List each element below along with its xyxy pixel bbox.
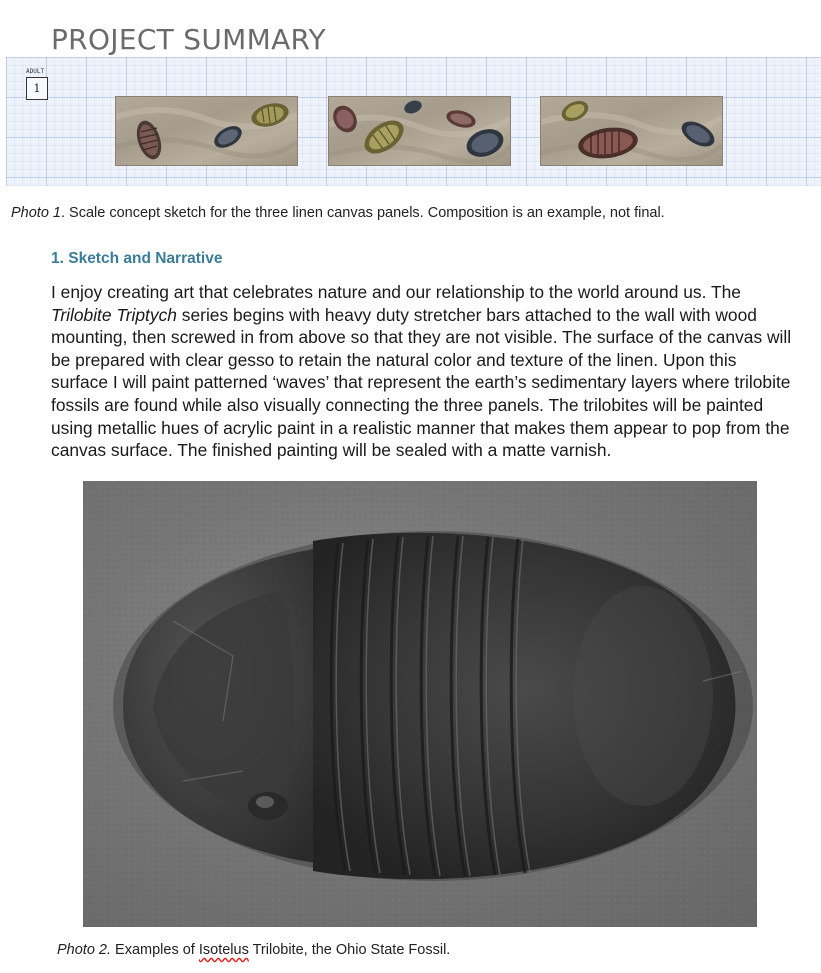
trilobite-icon — [576, 124, 640, 162]
canvas-panel-1 — [115, 96, 298, 166]
paragraph-intro: I enjoy creating art that celebrates nature and our relationship to the world around us. The — [51, 282, 741, 302]
trilobite-icon — [559, 97, 592, 125]
photo-1-caption — [11, 205, 665, 221]
section-heading: 1. Sketch and Narrative — [51, 250, 223, 267]
paragraph-body: series begins with heavy duty stretcher bars attached to the wall with wood mounting, then screwed in from above so that they are not visible. The surface of the canvas will be prepared with clear gesso to retain the natural color and texture of the linen. Upon this surface I will paint patterned ‘waves’ that represent the earth’s sedimentary layers where trilobite fossils are found while also visually connecting the three panels. The trilobites will be painted using metallic hues of acrylic paint in a realistic manner that makes them appear to pop from the canvas surface. The finished painting will be sealed with a matte varnish. — [51, 304, 792, 461]
photo-2-caption-label: Photo 2. — [57, 942, 112, 958]
misspelled-word: Isotelus — [198, 942, 249, 958]
series-title: Trilobite Triptych — [51, 304, 177, 325]
scale-reference-box: 1 — [26, 77, 48, 100]
isotelus-fossil-photo — [83, 481, 757, 927]
photo-2-caption-text-before: Examples of — [111, 942, 199, 958]
trilobite-icon — [444, 107, 477, 130]
canvas-panel-3 — [540, 96, 723, 166]
page-title: PROJECT SUMMARY — [51, 22, 326, 56]
narrative-paragraph — [51, 281, 796, 462]
canvas-panel-2 — [328, 96, 511, 166]
photo-2-caption-text-after: Trilobite, the Ohio State Fossil. — [248, 942, 451, 958]
trilobite-fossil-image — [83, 481, 757, 927]
photo-1-caption-text: . Scale concept sketch for the three linen canvas panels. Composition is an example, not final. — [61, 205, 665, 221]
photo-1-caption-label: Photo 1 — [11, 205, 61, 221]
adult-label: ADULT — [26, 68, 45, 75]
trilobite-icon — [402, 98, 423, 115]
photo-2-caption — [57, 942, 450, 958]
